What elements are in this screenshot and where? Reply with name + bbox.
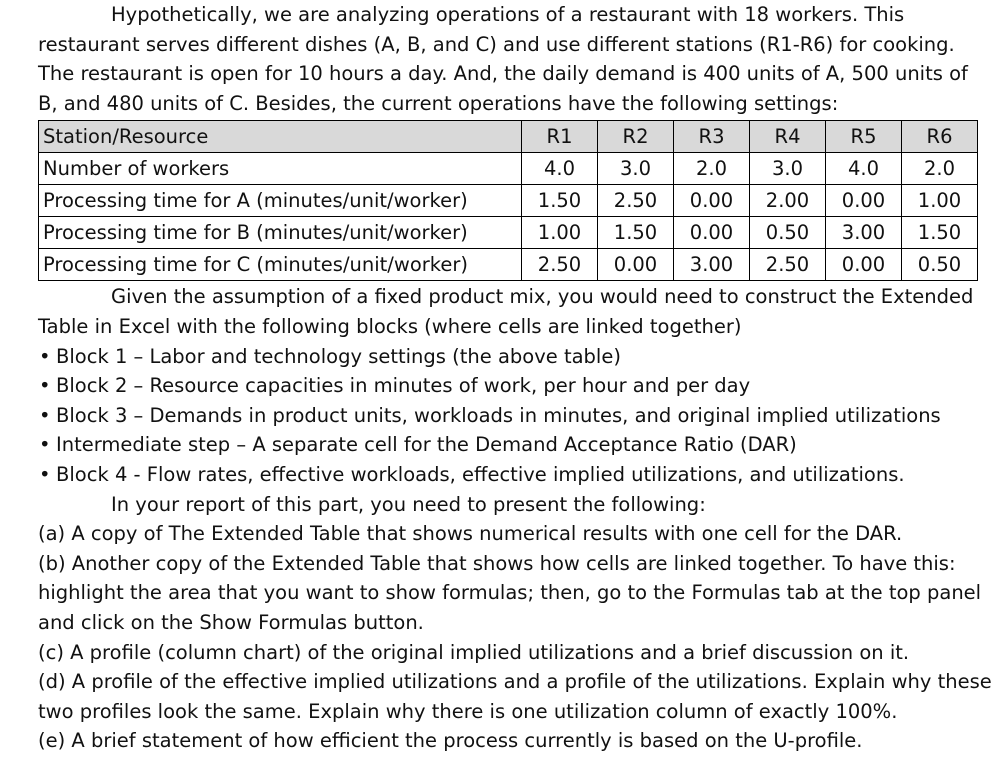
table-cell: 1.50	[522, 185, 598, 217]
table-header-r1: R1	[522, 121, 598, 153]
list-item	[38, 460, 993, 490]
table-cell: 1.50	[598, 217, 674, 249]
table-cell: 0.00	[826, 185, 902, 217]
table-header-r3: R3	[674, 121, 750, 153]
table-cell: 3.00	[674, 249, 750, 281]
block-text: Intermediate step – A separate cell for the Demand Acceptance Ratio (DAR)	[56, 433, 797, 457]
table-cell: 3.0	[598, 153, 674, 185]
extended-table-paragraph: Given the assumption of a fixed product mix, you would need to construct the Extended Table in Excel with the following blocks (where cells are linked together)	[38, 285, 974, 338]
table-cell: 0.00	[674, 217, 750, 249]
bullet-glyph: •	[39, 374, 51, 398]
table-header-r6: R6	[902, 121, 978, 153]
bullet-glyph: •	[39, 344, 51, 368]
block-list	[38, 342, 993, 490]
table-header-r4: R4	[750, 121, 826, 153]
table-cell: 3.0	[750, 153, 826, 185]
block-text: Block 4 - Flow rates, effective workloads, effective implied utilizations, and utilizations.	[56, 462, 905, 486]
table-row	[39, 249, 978, 281]
table-cell: 0.50	[750, 217, 826, 249]
list-item	[38, 430, 993, 460]
table-cell: 2.50	[750, 249, 826, 281]
table-cell: 2.50	[522, 249, 598, 281]
table-header-r2: R2	[598, 121, 674, 153]
table-cell: 0.00	[826, 249, 902, 281]
document-page	[38, 0, 993, 756]
table-cell: 2.0	[674, 153, 750, 185]
report-item-a: (a) A copy of The Extended Table that shows numerical results with one cell for the DAR.	[38, 522, 903, 546]
table-cell: 2.50	[598, 185, 674, 217]
table-row	[39, 185, 978, 217]
row-label-time-b: Processing time for B (minutes/unit/worker)	[39, 217, 522, 249]
block-text: Block 1 – Labor and technology settings (the above table)	[56, 344, 621, 368]
bullet-glyph: •	[39, 403, 51, 427]
report-item-d: (d) A profile of the effective implied utilizations and a profile of the utilizations. Explain why these two profiles look the same. Explain why there is one utilization column of exactly 100%.	[38, 670, 992, 723]
list-item	[38, 371, 993, 401]
table-cell: 3.00	[826, 217, 902, 249]
intro-paragraph: Hypothetically, we are analyzing operations of a restaurant with 18 workers. This restaurant serves different dishes (A, B, and C) and use different stations (R1-R6) for cooking. The restaurant is open for 10 hours a day. And, the daily demand is 400 units of A, 500 units of B, and 480 units of C. Besides, the current operations have the following settings:	[38, 3, 968, 115]
row-label-workers: Number of workers	[39, 153, 522, 185]
report-intro: In your report of this part, you need to present the following:	[111, 492, 706, 516]
bullet-glyph: •	[39, 462, 51, 486]
table-row	[39, 217, 978, 249]
table-header-r5: R5	[826, 121, 902, 153]
row-label-time-c: Processing time for C (minutes/unit/worker)	[39, 249, 522, 281]
table-row	[39, 153, 978, 185]
table-cell: 4.0	[522, 153, 598, 185]
table-header-row	[39, 121, 978, 153]
settings-table	[38, 120, 978, 281]
table-cell: 0.00	[674, 185, 750, 217]
list-item	[38, 342, 993, 372]
report-item-b: (b) Another copy of the Extended Table that shows how cells are linked together. To have this: highlight the area that you want to show formulas; then, go to the Formulas tab at the top panel and click on the Show Formulas button.	[38, 551, 982, 634]
table-cell: 1.00	[902, 185, 978, 217]
table-cell: 1.00	[522, 217, 598, 249]
table-cell: 4.0	[826, 153, 902, 185]
list-item	[38, 401, 993, 431]
table-cell: 0.50	[902, 249, 978, 281]
table-cell: 0.00	[598, 249, 674, 281]
block-text: Block 2 – Resource capacities in minutes of work, per hour and per day	[56, 374, 751, 398]
row-label-time-a: Processing time for A (minutes/unit/worker)	[39, 185, 522, 217]
table-cell: 2.00	[750, 185, 826, 217]
report-item-c: (c) A profile (column chart) of the original implied utilizations and a brief discussion on it.	[38, 640, 910, 664]
block-text: Block 3 – Demands in product units, workloads in minutes, and original implied utilizations	[56, 403, 941, 427]
table-cell: 1.50	[902, 217, 978, 249]
report-item-e: (e) A brief statement of how efficient the process currently is based on the U-profile.	[38, 729, 863, 753]
bullet-glyph: •	[39, 433, 51, 457]
table-header-station: Station/Resource	[39, 121, 522, 153]
table-cell: 2.0	[902, 153, 978, 185]
